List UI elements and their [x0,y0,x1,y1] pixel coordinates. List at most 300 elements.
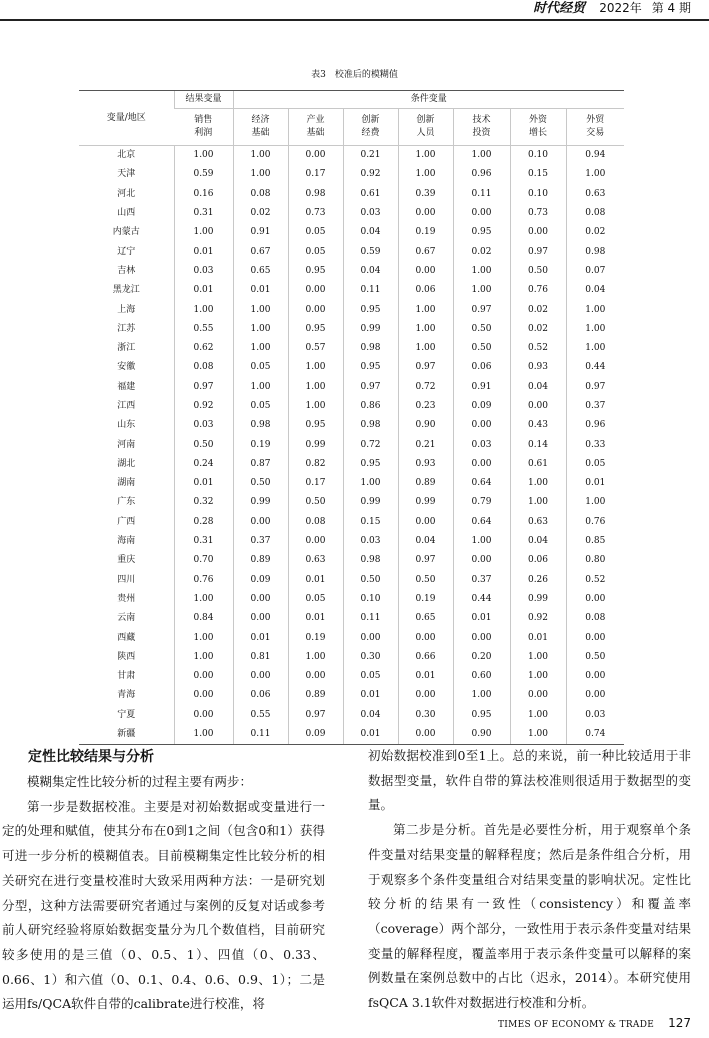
value-cell: 0.00 [510,397,566,416]
value-cell: 0.04 [343,262,398,281]
value-cell: 1.00 [453,532,510,551]
region-cell: 湖北 [117,458,136,469]
value-cell: 0.50 [343,571,398,590]
table-row [79,223,624,242]
value-cell: 0.00 [453,628,510,647]
value-cell: 0.44 [566,358,624,377]
value-cell: 0.19 [288,628,343,647]
value-cell: 0.10 [510,146,566,166]
value-cell: 0.00 [233,513,288,532]
value-cell: 0.01 [453,609,510,628]
value-cell: 0.16 [174,185,233,204]
value-cell: 0.21 [398,435,453,454]
value-cell: 1.00 [174,590,233,609]
condition-group-header: 条件变量 [233,91,624,109]
value-cell: 0.04 [343,706,398,725]
column-header-line: 利润 [194,128,213,138]
value-cell: 0.95 [453,706,510,725]
table-row [79,725,624,745]
table-row [79,455,624,474]
region-cell: 宁夏 [117,709,136,720]
value-cell: 0.24 [174,455,233,474]
header-year: 2022年 [599,1,642,15]
table-row [79,242,624,261]
value-cell: 0.23 [398,397,453,416]
value-cell: 0.00 [566,667,624,686]
value-cell: 1.00 [453,686,510,705]
value-cell: 0.03 [174,262,233,281]
table-row [79,146,624,166]
value-cell: 1.00 [510,725,566,745]
value-cell: 0.33 [566,435,624,454]
value-cell: 0.00 [510,223,566,242]
value-cell: 1.00 [288,397,343,416]
value-cell: 0.09 [233,571,288,590]
value-cell: 1.00 [174,146,233,166]
table-row [79,339,624,358]
value-cell: 1.00 [566,300,624,319]
header-rule [0,19,709,21]
value-cell: 0.73 [288,204,343,223]
value-cell: 1.00 [233,320,288,339]
value-cell: 0.26 [510,571,566,590]
column-header-line: 创新 [416,115,435,125]
value-cell: 0.61 [343,185,398,204]
value-cell: 0.63 [566,185,624,204]
value-cell: 0.11 [343,281,398,300]
value-cell: 0.06 [510,551,566,570]
value-cell: 0.79 [453,493,510,512]
value-cell: 0.08 [288,513,343,532]
region-cell: 山西 [117,208,136,219]
value-cell: 0.02 [233,204,288,223]
value-cell: 0.06 [398,281,453,300]
value-cell: 0.89 [233,551,288,570]
value-cell: 0.19 [398,590,453,609]
value-cell: 0.11 [343,609,398,628]
column-header [343,109,398,146]
value-cell: 0.99 [343,493,398,512]
value-cell: 0.95 [288,320,343,339]
value-cell: 0.64 [453,513,510,532]
value-cell: 0.01 [233,628,288,647]
region-cell: 河南 [117,439,136,450]
value-cell: 1.00 [398,339,453,358]
value-cell: 0.74 [566,725,624,745]
value-cell: 1.00 [510,493,566,512]
value-cell: 0.04 [566,281,624,300]
value-cell: 0.50 [398,571,453,590]
value-cell: 1.00 [288,358,343,377]
column-header-line: 基础 [306,128,325,138]
value-cell: 1.00 [453,262,510,281]
value-cell: 1.00 [233,300,288,319]
value-cell: 0.00 [288,532,343,551]
value-cell: 0.02 [510,300,566,319]
region-cell: 天津 [117,169,136,180]
region-cell: 吉林 [117,265,136,276]
section-title: 定性比较结果与分析 [28,749,154,765]
value-cell: 0.10 [343,590,398,609]
region-cell: 黑龙江 [112,285,140,296]
column-header [453,109,510,146]
value-cell: 0.73 [510,204,566,223]
value-cell: 0.50 [510,262,566,281]
value-cell: 1.00 [510,648,566,667]
table-row [79,435,624,454]
column-header [510,109,566,146]
region-cell: 贵州 [117,593,136,604]
right-paragraph-2: 第二步是分析。首先是必要性分析，用于观察单个条件变量对结果变量的解释程度；然后是条件组合分析，用于观察多个条件变量组合对结果变量的影响状况。定性比较分析的结果有一致性（consistency）和覆盖率（coverage）两个部分，一致性用于表示条件变量对结果变量的解释程度，覆盖率用于表示条件变量可以解释的案例数量在案例总数中的占比（迟永，2014）。本研究使用fsQCA 3.1软件对数据进行校准和分析。 [368,822,691,1011]
value-cell: 0.92 [343,165,398,184]
table-row [79,165,624,184]
value-cell: 0.14 [510,435,566,454]
table-row [79,281,624,300]
value-cell: 0.65 [398,609,453,628]
value-cell: 0.91 [453,378,510,397]
value-cell: 0.93 [398,455,453,474]
value-cell: 0.89 [288,686,343,705]
region-cell: 甘肃 [117,671,136,682]
value-cell: 0.37 [566,397,624,416]
value-cell: 0.04 [398,532,453,551]
value-cell: 0.55 [174,320,233,339]
value-cell: 0.57 [288,339,343,358]
value-cell: 0.15 [343,513,398,532]
value-cell: 0.00 [566,628,624,647]
value-cell: 0.97 [288,706,343,725]
value-cell: 0.76 [174,571,233,590]
column-header-line: 人员 [416,128,435,138]
value-cell: 1.00 [398,146,453,166]
table-row [79,185,624,204]
value-cell: 0.95 [343,455,398,474]
value-cell: 0.04 [510,532,566,551]
value-cell: 0.95 [288,262,343,281]
value-cell: 0.70 [174,551,233,570]
table-row [79,397,624,416]
value-cell: 0.00 [566,686,624,705]
table-row [79,571,624,590]
value-cell: 0.00 [288,281,343,300]
value-cell: 0.05 [343,667,398,686]
value-cell: 0.00 [566,590,624,609]
value-cell: 0.03 [343,532,398,551]
table-row [79,358,624,377]
value-cell: 0.50 [453,320,510,339]
value-cell: 1.00 [233,378,288,397]
column-header-line: 基础 [251,128,270,138]
value-cell: 0.30 [343,648,398,667]
value-cell: 0.72 [398,378,453,397]
value-cell: 0.80 [566,551,624,570]
value-cell: 0.91 [233,223,288,242]
table-row [79,628,624,647]
value-cell: 0.64 [453,474,510,493]
column-header [288,109,343,146]
table-row [79,609,624,628]
value-cell: 0.97 [398,551,453,570]
value-cell: 0.00 [453,551,510,570]
value-cell: 0.01 [288,609,343,628]
page-number: 127 [668,1016,691,1030]
region-cell: 上海 [117,304,136,315]
table-row [79,686,624,705]
table-row [79,648,624,667]
region-cell: 重庆 [117,555,136,566]
value-cell: 0.00 [510,686,566,705]
value-cell: 0.17 [288,165,343,184]
value-cell: 0.97 [566,378,624,397]
region-cell: 湖南 [117,478,136,489]
region-cell: 河北 [117,188,136,199]
column-header-line: 外资 [528,115,547,125]
region-cell: 新疆 [79,725,174,745]
table-row [79,300,624,319]
value-cell: 0.05 [288,223,343,242]
value-cell: 0.96 [453,165,510,184]
value-cell: 0.97 [510,242,566,261]
value-cell: 0.00 [398,628,453,647]
value-cell: 0.00 [453,204,510,223]
fuzzy-value-table [79,90,624,745]
region-header: 变量/地区 [79,91,174,146]
value-cell: 0.28 [174,513,233,532]
value-cell: 0.96 [566,416,624,435]
value-cell: 1.00 [398,300,453,319]
column-header-line: 产业 [306,115,325,125]
value-cell: 0.63 [510,513,566,532]
value-cell: 0.81 [233,648,288,667]
value-cell: 0.01 [566,474,624,493]
value-cell: 0.98 [343,339,398,358]
table-row [79,320,624,339]
value-cell: 0.00 [174,686,233,705]
footer-magazine-name: TIMES OF ECONOMY & TRADE [497,1020,655,1030]
value-cell: 0.00 [233,609,288,628]
column-header-line: 外贸 [586,115,605,125]
value-cell: 0.04 [343,223,398,242]
value-cell: 1.00 [453,281,510,300]
value-cell: 0.98 [233,416,288,435]
value-cell: 0.98 [343,416,398,435]
table-row [79,493,624,512]
value-cell: 0.97 [453,300,510,319]
value-cell: 0.09 [453,397,510,416]
value-cell: 0.98 [288,185,343,204]
value-cell: 0.95 [453,223,510,242]
value-cell: 0.05 [288,590,343,609]
region-cell: 青海 [117,690,136,701]
region-cell: 广东 [117,497,136,508]
value-cell: 1.00 [288,378,343,397]
table-row [79,474,624,493]
value-cell: 0.66 [398,648,453,667]
value-cell: 0.03 [174,416,233,435]
value-cell: 0.98 [343,551,398,570]
value-cell: 0.92 [510,609,566,628]
table-row [79,551,624,570]
region-cell: 辽宁 [117,246,136,257]
value-cell: 0.00 [288,146,343,166]
column-header-line: 经费 [361,128,380,138]
right-paragraph-1: 初始数据校准到0至1上。总的来说，前一种比较适用于非数据型变量，软件自带的算法校准则很适用于数据型的变量。 [368,748,691,813]
column-header-line: 经济 [251,115,270,125]
value-cell: 0.01 [233,281,288,300]
value-cell: 0.50 [288,493,343,512]
column-header-line: 创新 [361,115,380,125]
value-cell: 0.01 [510,628,566,647]
value-cell: 0.00 [398,725,453,745]
value-cell: 0.00 [398,513,453,532]
value-cell: 0.08 [566,204,624,223]
region-cell: 陕西 [117,651,136,662]
value-cell: 0.01 [174,281,233,300]
value-cell: 1.00 [174,300,233,319]
region-cell: 浙江 [117,343,136,354]
value-cell: 0.50 [233,474,288,493]
value-cell: 0.02 [566,223,624,242]
value-cell: 0.03 [343,204,398,223]
value-cell: 0.37 [233,532,288,551]
table-row [79,262,624,281]
value-cell: 1.00 [510,474,566,493]
region-cell: 广西 [117,516,136,527]
left-column [2,744,325,1017]
value-cell: 0.99 [510,590,566,609]
value-cell: 0.92 [174,397,233,416]
region-cell: 山东 [117,420,136,431]
value-cell: 0.08 [233,185,288,204]
value-cell: 0.11 [453,185,510,204]
column-header-line: 增长 [528,128,547,138]
value-cell: 0.01 [343,725,398,745]
table-body [79,146,624,745]
value-cell: 0.02 [453,242,510,261]
value-cell: 0.08 [566,609,624,628]
right-column [368,744,691,1016]
value-cell: 0.00 [174,706,233,725]
value-cell: 0.86 [343,397,398,416]
value-cell: 0.19 [398,223,453,242]
value-cell: 0.05 [233,358,288,377]
value-cell: 1.00 [566,165,624,184]
value-cell: 0.08 [174,358,233,377]
table-row [79,378,624,397]
value-cell: 1.00 [174,725,233,745]
table-row [79,590,624,609]
value-cell: 0.55 [233,706,288,725]
value-cell: 0.31 [174,532,233,551]
column-header-line: 技术 [472,115,491,125]
value-cell: 0.09 [288,725,343,745]
region-cell: 海南 [117,536,136,547]
value-cell: 1.00 [510,706,566,725]
region-cell: 福建 [117,381,136,392]
page-header [0,0,709,20]
column-header [233,109,288,146]
region-cell: 江苏 [117,323,136,334]
left-paragraph-1: 模糊集定性比较分析的过程主要有两步： [27,774,253,789]
table-row [79,706,624,725]
value-cell: 0.76 [566,513,624,532]
value-cell: 0.00 [233,667,288,686]
value-cell: 1.00 [398,320,453,339]
value-cell: 0.99 [233,493,288,512]
value-cell: 0.97 [343,378,398,397]
column-header [566,109,624,146]
region-cell: 西藏 [117,632,136,643]
value-cell: 0.03 [566,706,624,725]
value-cell: 0.59 [174,165,233,184]
column-header-line: 投资 [472,128,491,138]
value-cell: 0.00 [288,667,343,686]
value-cell: 0.98 [566,242,624,261]
value-cell: 0.05 [233,397,288,416]
region-cell: 安徽 [117,362,136,373]
value-cell: 0.06 [453,358,510,377]
value-cell: 0.05 [566,455,624,474]
value-cell: 0.00 [398,686,453,705]
value-cell: 0.99 [398,493,453,512]
value-cell: 0.90 [453,725,510,745]
value-cell: 0.59 [343,242,398,261]
value-cell: 1.00 [566,493,624,512]
value-cell: 0.87 [233,455,288,474]
value-cell: 0.52 [566,571,624,590]
value-cell: 1.00 [398,165,453,184]
region-cell: 云南 [117,613,136,624]
value-cell: 0.20 [453,648,510,667]
value-cell: 1.00 [453,146,510,166]
table-caption: 表3 校准后的模糊值 [311,70,398,80]
value-cell: 0.60 [453,667,510,686]
value-cell: 0.07 [566,262,624,281]
value-cell: 0.37 [453,571,510,590]
value-cell: 0.95 [343,300,398,319]
value-cell: 0.50 [174,435,233,454]
left-paragraph-2: 第一步是数据校准。主要是对初始数据或变量进行一定的处理和赋值，使其分布在0到1之间（包含0和1）获得可进一步分析的模糊值表。目前模糊集定性比较分析的相关研究在进行变量校准时大致采用两种方法：一是研究划分型，这种方法需要研究者通过与案例的反复对话或参考前人研究经验将原始数据变量分为几个数值档，目前研究较多使用的是三值（0、0.5、1）、四值（0、0.33、0.66、1）和六值（0、0.1、0.4、0.6、0.9、1）；二是运用fs/QCA软件自带的calibrate进行校准，将 [2,798,325,1012]
value-cell: 0.89 [398,474,453,493]
value-cell: 0.65 [233,262,288,281]
value-cell: 0.43 [510,416,566,435]
value-cell: 0.01 [398,667,453,686]
value-cell: 1.00 [233,146,288,166]
value-cell: 0.00 [398,262,453,281]
value-cell: 0.01 [288,571,343,590]
value-cell: 0.76 [510,281,566,300]
value-cell: 0.62 [174,339,233,358]
value-cell: 0.21 [343,146,398,166]
value-cell: 0.95 [288,416,343,435]
value-cell: 0.99 [343,320,398,339]
value-cell: 0.50 [453,339,510,358]
value-cell: 0.01 [343,686,398,705]
value-cell: 1.00 [566,320,624,339]
value-cell: 0.97 [398,358,453,377]
region-cell: 北京 [117,150,136,161]
value-cell: 0.97 [174,378,233,397]
value-cell: 0.30 [398,706,453,725]
value-cell: 0.11 [233,725,288,745]
value-cell: 0.52 [510,339,566,358]
value-cell: 0.99 [288,435,343,454]
value-cell: 0.00 [398,204,453,223]
value-cell: 0.67 [233,242,288,261]
value-cell: 0.85 [566,532,624,551]
value-cell: 0.02 [510,320,566,339]
table-row [79,416,624,435]
